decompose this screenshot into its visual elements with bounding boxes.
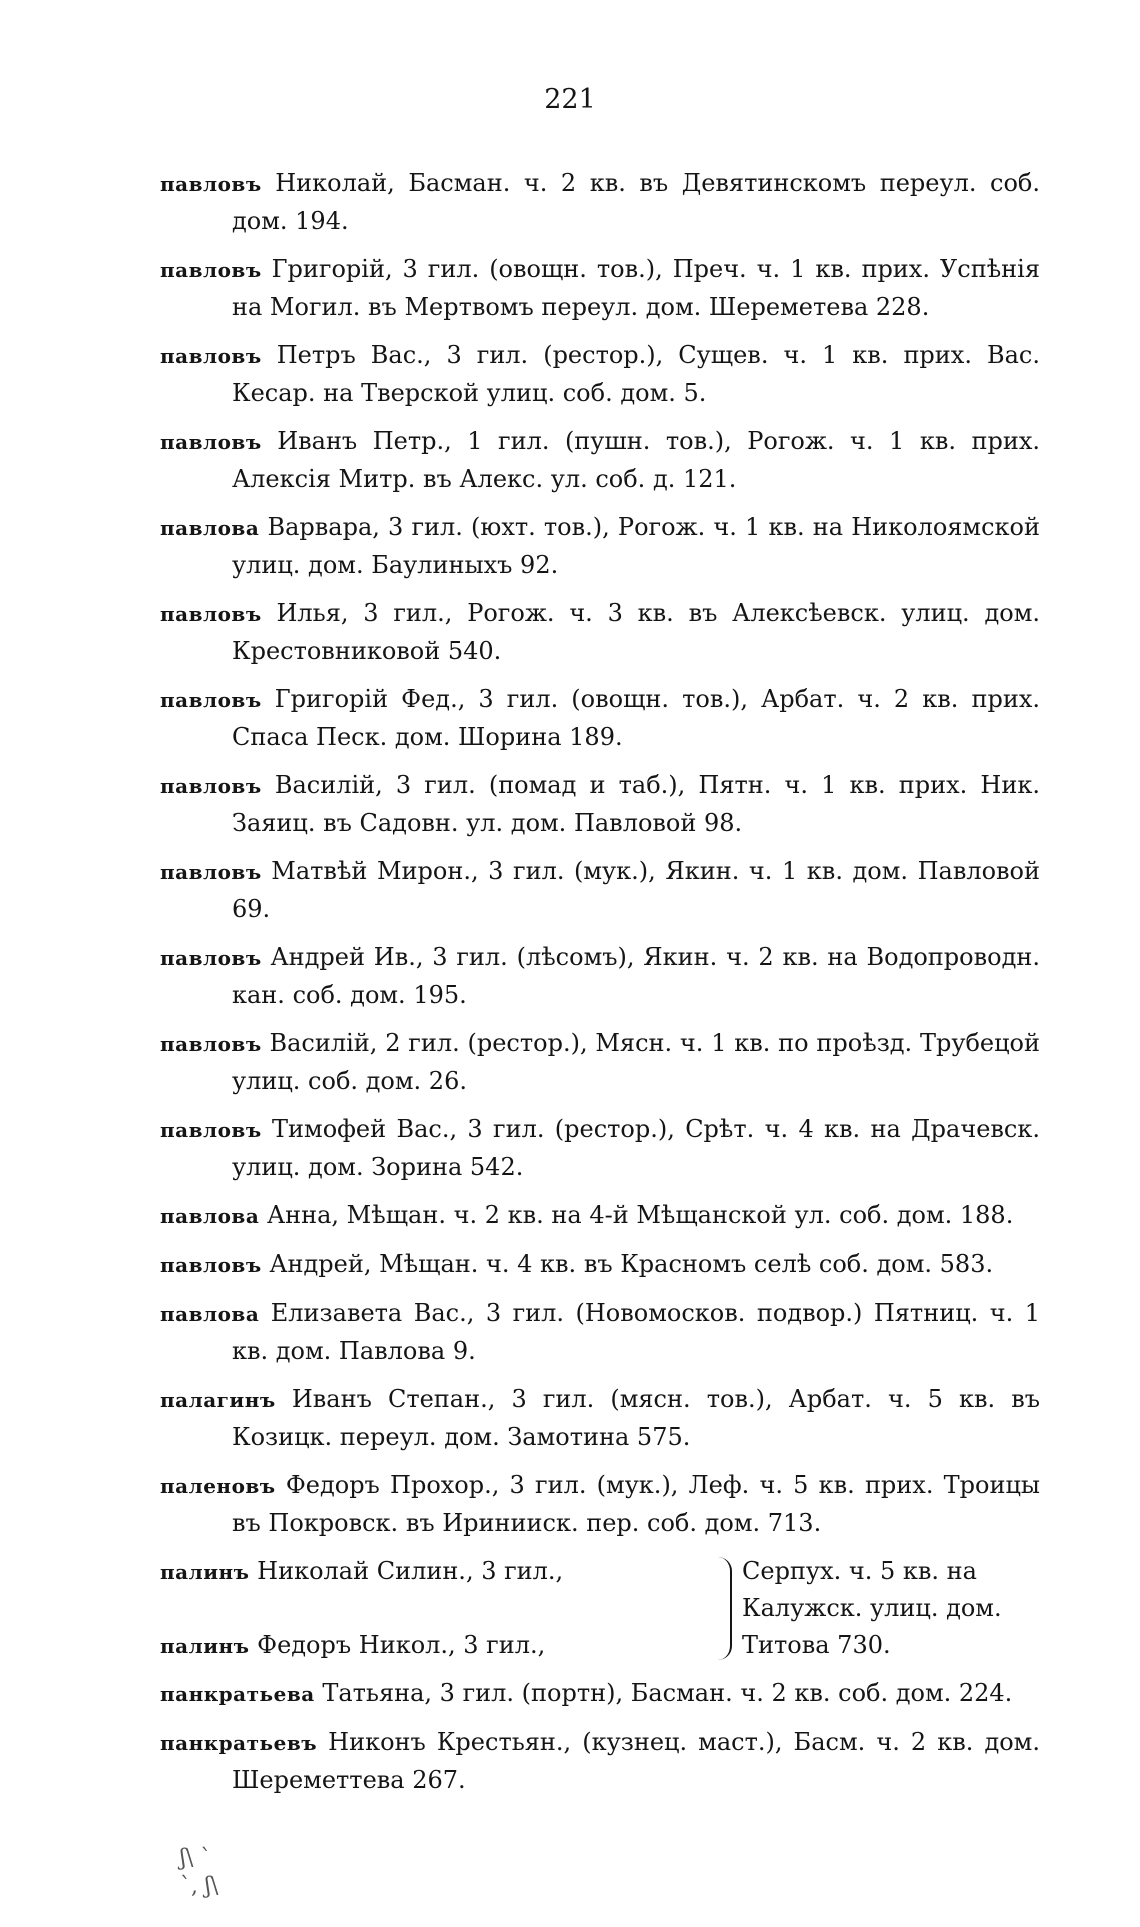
entry-surname: павлова	[160, 1302, 260, 1326]
entry-surname: павловъ	[160, 860, 262, 884]
entry-text: Матвѣй Мирон., 3 гил. (мук.), Якин. ч. 1 кв. дом. Павловой 69.	[232, 857, 1041, 923]
entry-surname: павлова	[160, 516, 260, 540]
directory-entry	[160, 1295, 1040, 1370]
grouped-entry	[160, 1553, 1040, 1664]
handwritten-margin-marks: ʃ\ ˋ ˋ, ʃ\	[180, 1846, 219, 1899]
entry-text: Анна, Мѣщан. ч. 2 кв. на 4-й Мѣщанской ул. соб. дом. 188.	[266, 1201, 1014, 1229]
entry-surname: павловъ	[160, 430, 262, 454]
entry-text: Иванъ Степан., 3 гил. (мясн. тов.), Арбат. ч. 5 кв. въ Козицк. переул. дом. Замотина 575.	[232, 1385, 1040, 1451]
entry-text: Федоръ Прохор., 3 гил. (мук.), Леф. ч. 5 кв. прих. Троицы въ Покровск. въ Иринииск. пер. соб. дом. 713.	[232, 1471, 1040, 1537]
entry-surname: панкратьева	[160, 1682, 315, 1706]
entry-text: Андрей Ив., 3 гил. (лѣсомъ), Якин. ч. 2 кв. на Водопроводн. кан. соб. дом. 195.	[232, 943, 1040, 1009]
directory-entry	[160, 595, 1040, 670]
entry-text: Федоръ Никол., 3 гил.,	[257, 1631, 546, 1659]
entry-surname: паленовъ	[160, 1474, 276, 1498]
entry-text: Василій, 3 гил. (помад и таб.), Пятн. ч. 1 кв. прих. Ник. Заяиц. въ Садовн. ул. дом. Павловой 98.	[232, 771, 1040, 837]
directory-entry	[160, 853, 1040, 928]
entry-surname: павловъ	[160, 688, 262, 712]
directory-entry	[160, 1025, 1040, 1100]
directory-entry	[160, 681, 1040, 756]
directory-entry	[160, 423, 1040, 498]
entry-text: Николай Силин., 3 гил.,	[257, 1557, 564, 1585]
entry-surname: павловъ	[160, 774, 262, 798]
directory-entry	[160, 165, 1040, 240]
directory-entry	[160, 1467, 1040, 1542]
entry-text: Татьяна, 3 гил. (портн), Басман. ч. 2 кв. соб. дом. 224.	[322, 1679, 1013, 1707]
directory-entry	[160, 1381, 1040, 1456]
directory-entries	[160, 165, 1040, 1810]
entry-surname: павловъ	[160, 1118, 262, 1142]
entry-text: Петръ Вас., 3 гил. (рестор.), Сущев. ч. 1 кв. прих. Вас. Кесар. на Тверской улиц. соб. дом. 5.	[232, 341, 1040, 407]
entry-text: Василій, 2 гил. (рестор.), Мясн. ч. 1 кв. по проѣзд. Трубецой улиц. соб. дом. 26.	[232, 1029, 1040, 1095]
entry-surname: павловъ	[160, 946, 262, 970]
directory-entry	[160, 1724, 1040, 1799]
directory-entry	[160, 767, 1040, 842]
entry-surname: палинъ	[160, 1634, 250, 1658]
directory-entry	[160, 509, 1040, 584]
entry-text: Григорій, 3 гил. (овощн. тов.), Преч. ч. 1 кв. прих. Успѣнія на Могил. въ Мертвомъ переул. дом. Шереметева 228.	[232, 255, 1040, 321]
entry-surname: павловъ	[160, 258, 262, 282]
entry-text: Никонъ Крестьян., (кузнец. маст.), Басм. ч. 2 кв. дом. Шереметтева 267.	[232, 1728, 1040, 1794]
entry-text: Илья, 3 гил., Рогож. ч. 3 кв. въ Алексѣевск. улиц. дом. Крестовниковой 540.	[232, 599, 1040, 665]
entry-text: Андрей, Мѣщан. ч. 4 кв. въ Красномъ селѣ соб. дом. 583.	[269, 1250, 994, 1278]
grouped-entry-line-2	[160, 1627, 716, 1664]
curly-brace	[716, 1557, 732, 1660]
directory-entry	[160, 337, 1040, 412]
entry-text: Николай, Басман. ч. 2 кв. въ Девятинскомъ переул. соб. дом. 194.	[232, 169, 1040, 235]
entries-top	[160, 165, 1040, 1542]
entry-surname: павловъ	[160, 172, 262, 196]
entry-surname: павловъ	[160, 602, 262, 626]
directory-entry	[160, 251, 1040, 326]
directory-entry	[160, 1246, 1040, 1284]
entry-surname: павловъ	[160, 1032, 262, 1056]
entry-surname: павлова	[160, 1204, 260, 1228]
entry-text: Тимофей Вас., 3 гил. (рестор.), Срѣт. ч. 4 кв. на Драчевск. улиц. дом. Зорина 542.	[232, 1115, 1040, 1181]
entry-surname: палагинъ	[160, 1388, 276, 1412]
entry-text: Григорій Фед., 3 гил. (овощн. тов.), Арбат. ч. 2 кв. прих. Спаса Песк. дом. Шорина 189.	[232, 685, 1040, 751]
entry-surname: павловъ	[160, 1253, 262, 1277]
directory-entry	[160, 1111, 1040, 1186]
directory-entry	[160, 939, 1040, 1014]
entry-text: Иванъ Петр., 1 гил. (пушн. тов.), Рогож. ч. 1 кв. прих. Алексія Митр. въ Алекс. ул. соб. д. 121.	[232, 427, 1040, 493]
entry-surname: павловъ	[160, 344, 262, 368]
entry-surname: палинъ	[160, 1560, 250, 1584]
grouped-entry-address: Серпух. ч. 5 кв. на Калужск. улиц. дом. Титова 730.	[742, 1557, 1002, 1659]
grouped-entry-line-1	[160, 1553, 716, 1590]
entries-bottom	[160, 1675, 1040, 1799]
directory-entry	[160, 1675, 1040, 1713]
entry-text: Елизавета Вас., 3 гил. (Новомосков. подвор.) Пятниц. ч. 1 кв. дом. Павлова 9.	[232, 1299, 1040, 1365]
entry-surname: панкратьевъ	[160, 1731, 318, 1755]
directory-entry	[160, 1197, 1040, 1235]
entry-text: Варвара, 3 гил. (юхт. тов.), Рогож. ч. 1 кв. на Николоямской улиц. дом. Баулиныхъ 92.	[232, 513, 1040, 579]
grouped-entry-names	[160, 1553, 716, 1664]
grouped-entry-spacer	[160, 1590, 716, 1627]
page-number: 221	[544, 84, 596, 115]
